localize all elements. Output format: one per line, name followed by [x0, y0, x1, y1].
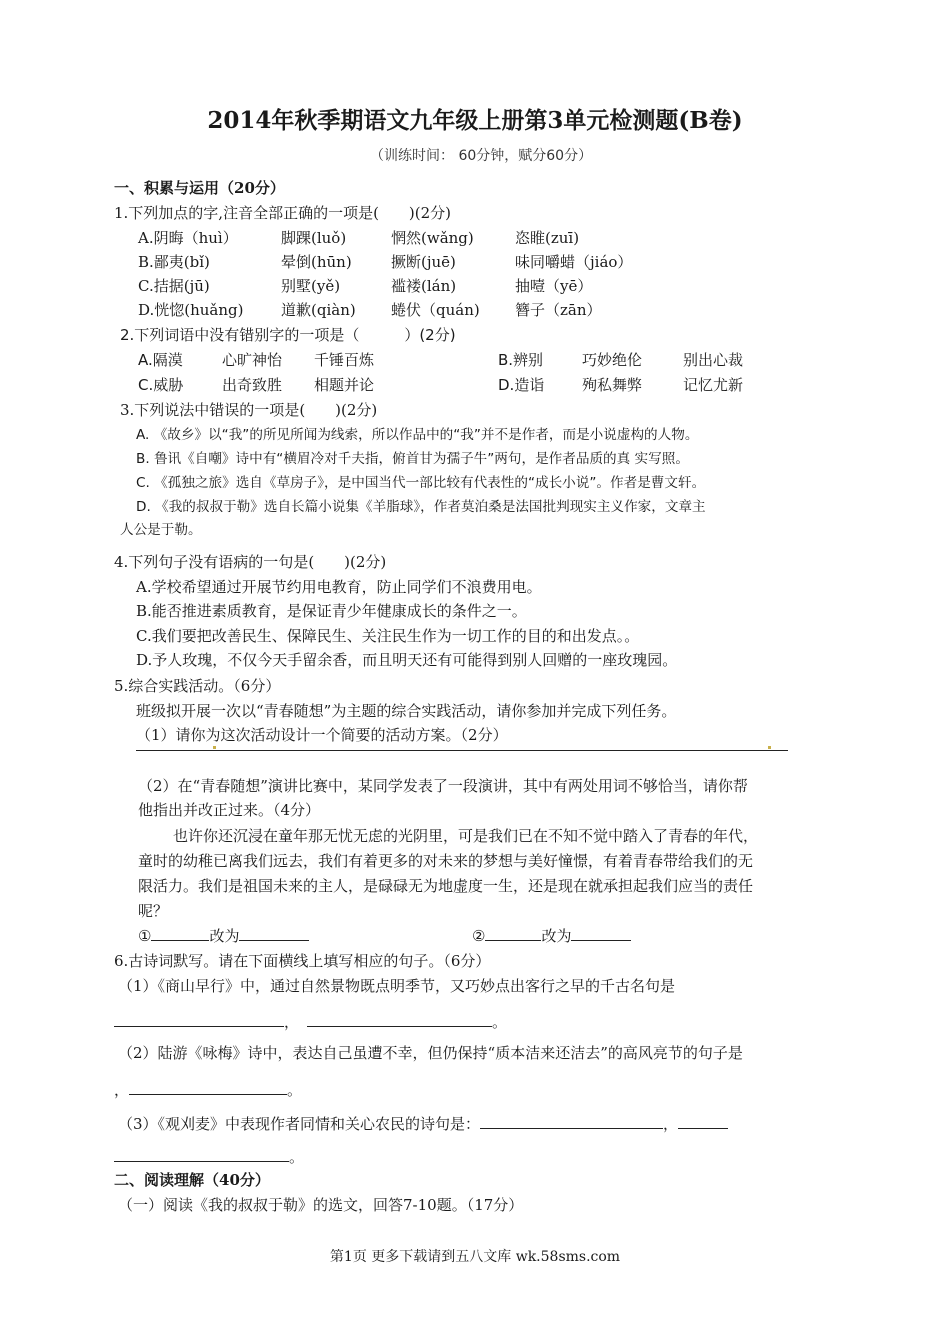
q2-option-c-2: 出奇致胜: [222, 376, 283, 394]
q2-option-d-2: 殉私舞弊: [582, 376, 643, 394]
q6-part3-text: （3）《观刈麦》中表现作者同情和关心农民的诗句是：: [118, 1115, 481, 1133]
q6-part2-blank[interactable]: [129, 1080, 287, 1095]
q6-part3-period: 。: [289, 1148, 305, 1166]
section-heading-2: 二、阅读理解（40分）: [114, 1171, 270, 1189]
q3-option-b: B. 鲁讯《自嘲》诗中有“横眉冷对千夫指，俯首甘为孺子牛”两句，是作者品质的真 实写照。: [136, 451, 689, 467]
q1-option-c-3: 褴褛(lán): [391, 277, 457, 295]
section-heading-1: 一、积累与运用（20分）: [114, 179, 285, 197]
q6-part1-answers: [114, 1012, 507, 1032]
q1-option-b-4: 味同嚼蜡（jiáo）: [515, 253, 633, 271]
q5-fix-2: [472, 926, 631, 946]
q2-option-a-2: 心旷神怡: [222, 351, 283, 369]
q5-part1: （1）请你为这次活动设计一个简要的活动方案。（2分）: [136, 726, 508, 744]
q5-stem: 5.综合实践活动。（6分）: [114, 677, 281, 695]
q5-part2: （2）在“青春随想”演讲比赛中，某同学发表了一段演讲，其中有两处用词不够恰当，请你帮: [138, 777, 748, 795]
q6-part3-blank-1[interactable]: [480, 1114, 663, 1129]
q5-passage-line-4: 呢？: [138, 902, 169, 920]
q2-option-c-3: 相题并论: [314, 376, 375, 394]
q1-option-c: C.拮据(jū): [138, 277, 210, 295]
q1-option-d: D.恍惚(huǎng): [138, 301, 244, 319]
q4-option-c: C.我们要把改善民生、保障民生、关注民生作为一切工作的目的和出发点。。: [136, 627, 640, 645]
q5-fix-1-number: ①: [138, 927, 152, 945]
q2-option-d: D.造诣: [498, 376, 545, 394]
q6-part3-blank-2[interactable]: [678, 1114, 728, 1129]
q3-option-c: C. 《孤独之旅》选自《草房子》，是中国当代一部比较有代表性的“成长小说”。作者是曹文轩。: [136, 475, 706, 491]
q6-part2-answers: [114, 1080, 302, 1100]
q2-option-a-3: 千锤百炼: [314, 351, 375, 369]
q2-option-b-3: 别出心裁: [683, 351, 744, 369]
q2-stem: 2.下列词语中没有错别字的一项是（ ）(2分): [120, 326, 456, 344]
q6-part2-period: 。: [287, 1081, 303, 1099]
q5-fix-1: [138, 926, 309, 946]
q6-part1-blank-1[interactable]: [114, 1012, 284, 1027]
q1-option-a-3: 惘然(wǎng): [391, 229, 474, 247]
q1-option-b-3: 撅断(juē): [391, 253, 456, 271]
q2-option-a: A.隔漠: [138, 351, 183, 369]
page-subtitle: （训练时间： 60分钟，赋分60分）: [370, 148, 593, 164]
q3-stem: 3.下列说法中错误的一项是( )(2分): [120, 401, 378, 419]
q4-option-b: B.能否推进素质教育，是保证青少年健康成长的条件之一。: [136, 602, 527, 620]
q6-stem: 6.古诗词默写。请在下面横线上填写相应的句子。（6分）: [114, 952, 491, 970]
q5-passage-line-1: 也许你还沉浸在童年那无忧无虑的光阴里，可是我们已在不知不觉中踏入了青春的年代，: [173, 827, 759, 845]
q5-intro: 班级拟开展一次以“青春随想”为主题的综合实践活动，请你参加并完成下列任务。: [136, 702, 677, 720]
q1-option-b: B.鄙夷(bǐ): [138, 253, 210, 271]
q1-option-c-4: 抽噎（yē）: [515, 277, 593, 295]
q1-option-a: A.阴晦（huì）: [138, 229, 238, 247]
scan-speck: [213, 746, 216, 749]
q1-option-a-2: 脚踝(luǒ): [281, 229, 347, 247]
q5-fix-1-change-label: 改为: [209, 927, 240, 945]
page-title: 2014年秋季期语文九年级上册第3单元检测题(B卷): [207, 107, 743, 134]
q6-part1-comma: ，: [284, 1013, 300, 1031]
q5-fix-2-wrong-blank[interactable]: [485, 926, 541, 941]
q2-option-b-2: 巧妙绝伦: [582, 351, 643, 369]
q1-option-d-2: 道歉(qiàn): [281, 301, 356, 319]
q6-part3-comma: ，: [663, 1115, 679, 1133]
q6-part3-blank-3[interactable]: [114, 1147, 289, 1162]
q2-option-b: B.辨别: [498, 351, 544, 369]
q5-fix-2-number: ②: [472, 927, 486, 945]
q6-part1-blank-2[interactable]: [307, 1012, 492, 1027]
q5-fix-2-change-label: 改为: [541, 927, 572, 945]
page-footer: 第1页 更多下载请到五八文库 wk.58sms.com: [329, 1249, 621, 1265]
q1-option-d-3: 蜷伏（quán): [391, 301, 480, 319]
q2-option-c: C.威胁: [138, 376, 184, 394]
q5-part2-cont: 他指出并改正过来。（4分）: [138, 801, 321, 819]
q3-option-a: A. 《故乡》以“我”的所见所闻为线索，所以作品中的“我”并不是作者，而是小说虚构的人物。: [136, 427, 699, 443]
q1-option-a-4: 恣睢(zuī): [515, 229, 580, 247]
q5-fix-2-correct-blank[interactable]: [571, 926, 631, 941]
q4-option-a: A.学校希望通过开展节约用电教育，防止同学们不浪费用电。: [136, 578, 542, 596]
q3-option-d-cont: 人公是于勒。: [120, 522, 202, 538]
q5-passage-line-3: 限活力。我们是祖国未来的主人，是碌碌无为地虚度一生，还是现在就承担起我们应当的责任: [138, 877, 754, 895]
q5-passage-line-2: 童时的幼稚已离我们远去，我们有着更多的对未来的梦想与美好憧憬，有着青春带给我们的无: [138, 852, 754, 870]
q1-stem: 1.下列加点的字,注音全部正确的一项是( )(2分): [114, 204, 452, 222]
scan-speck: [768, 746, 771, 749]
section-2-sub-heading: （一）阅读《我的叔叔于勒》的选文，回答7-10题。（17分）: [118, 1196, 524, 1214]
q6-part3: [118, 1114, 728, 1134]
q4-option-d: D.予人玫瑰，不仅今天手留余香，而且明天还有可能得到别人回赠的一座玫瑰园。: [136, 651, 678, 669]
q6-part1: （1）《商山早行》中，通过自然景物既点明季节，又巧妙点出客行之早的千古名句是: [118, 977, 676, 995]
q1-option-d-4: 簪子（zān）: [515, 301, 602, 319]
q3-option-d: D. 《我的叔叔于勒》选自长篇小说集《羊脂球》，作者莫泊桑是法国批判现实主义作家，文章主: [136, 499, 706, 515]
q1-option-b-2: 晕倒(hūn): [281, 253, 352, 271]
q6-part3-answers-cont: [114, 1147, 304, 1167]
q5-fix-1-correct-blank[interactable]: [239, 926, 309, 941]
q6-part1-period: 。: [492, 1013, 508, 1031]
q5-part1-answer-line[interactable]: [136, 750, 788, 751]
q4-stem: 4.下列句子没有语病的一句是( )(2分): [114, 553, 387, 571]
q6-part2-comma: ，: [114, 1081, 130, 1099]
q6-part2: （2）陆游《咏梅》诗中，表达自己虽遭不幸，但仍保持“质本洁来还洁去”的高风亮节的句子是: [118, 1044, 743, 1062]
q5-fix-1-wrong-blank[interactable]: [151, 926, 209, 941]
q2-option-d-3: 记忆尤新: [683, 376, 744, 394]
q1-option-c-2: 别墅(yě): [281, 277, 341, 295]
